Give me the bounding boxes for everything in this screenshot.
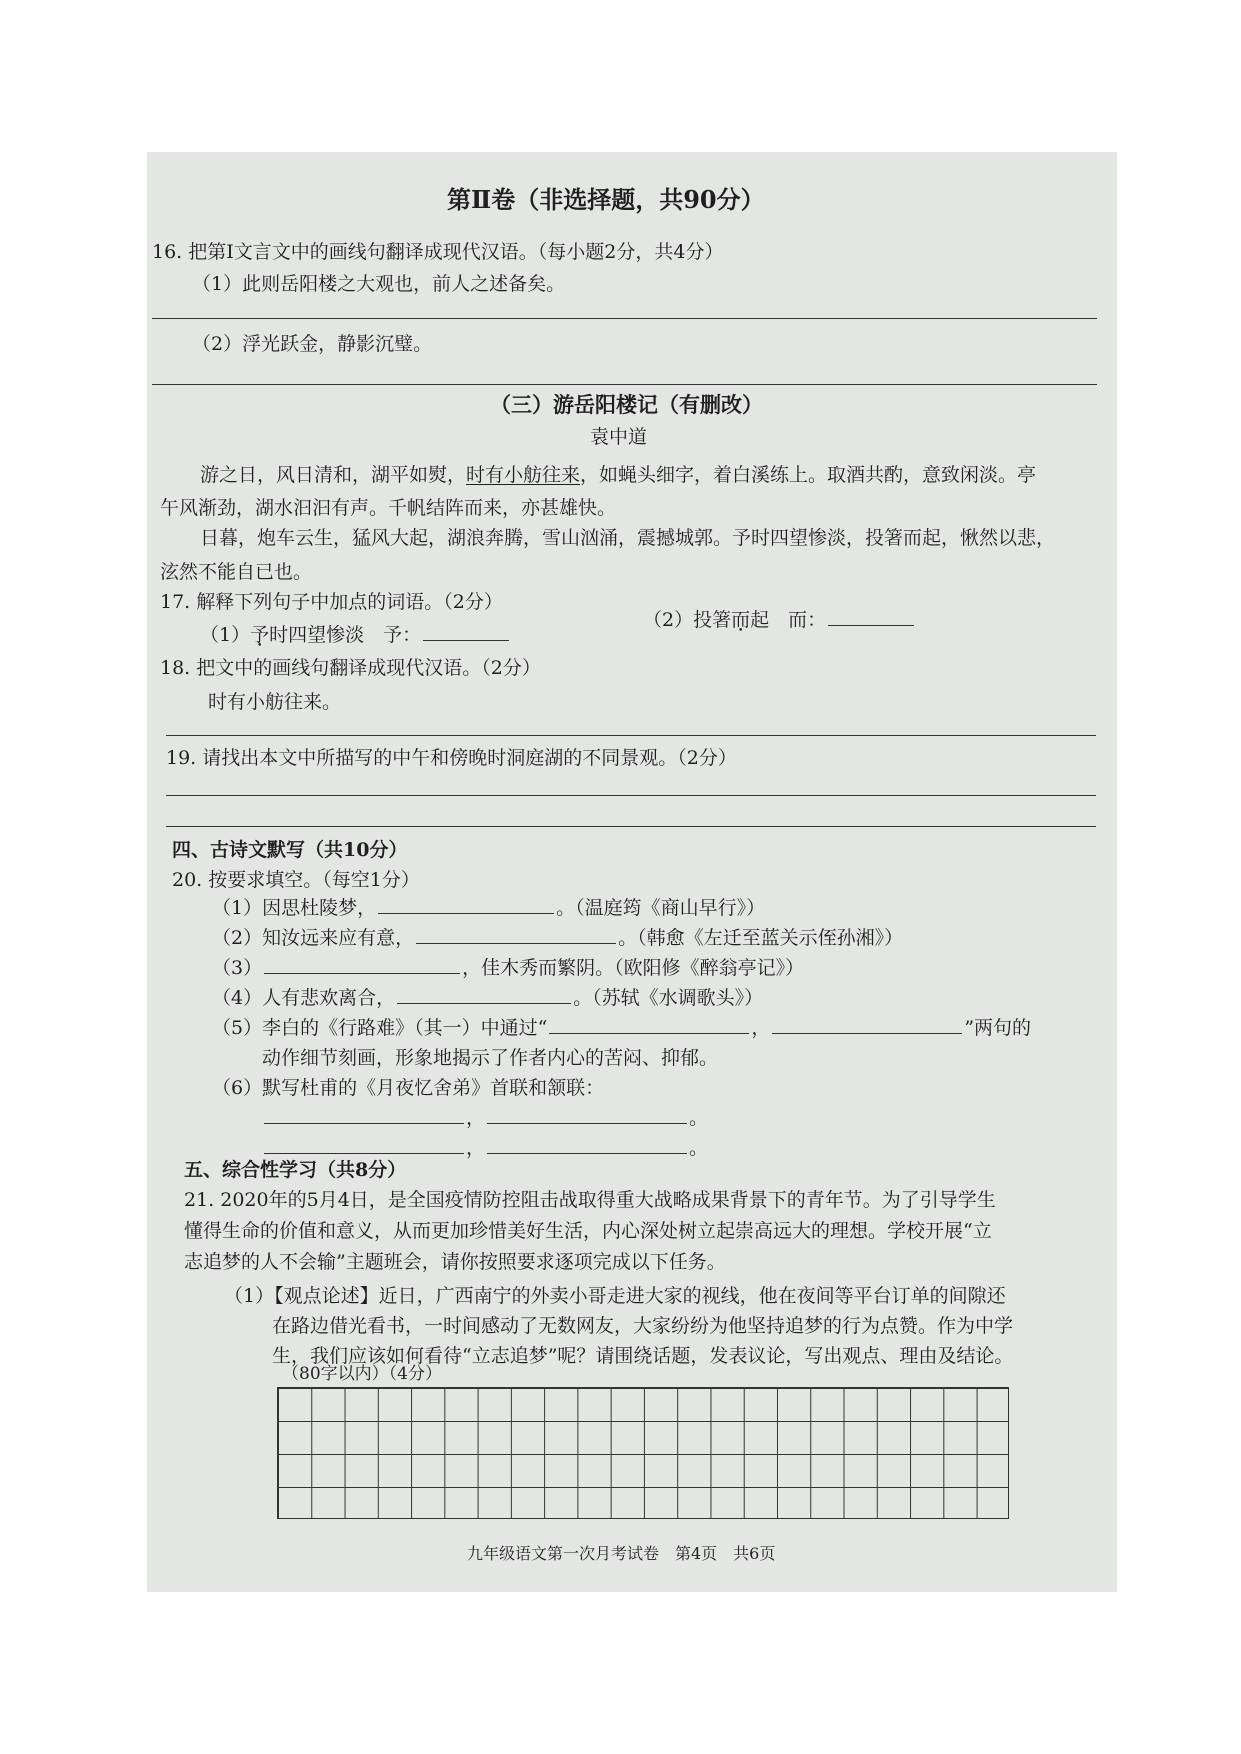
- q21-task-1-line-2: 在路边借光看书，一时间感动了无数网友，大家纷纷为他坚持追梦的行为点赞。作为中学: [272, 1315, 1014, 1337]
- q16-sentence-2: （2）浮光跃金，静影沉璧。: [192, 333, 433, 355]
- q18-stem: 18. 把文中的画线句翻译成现代汉语。（2分）: [160, 657, 541, 679]
- q17-stem: 17. 解释下列句子中加点的词语。（2分）: [160, 591, 503, 613]
- q19-stem: 19. 请找出本文中所描写的中午和傍晚时洞庭湖的不同景观。（2分）: [166, 747, 737, 769]
- passage-line-1: 游之日，风日清和，湖平如熨，时有小舫往来，如蝇头细字，着白溪练上。取酒共酌，意致闲淡。亭: [200, 464, 1037, 486]
- q18-sentence: 时有小舫往来。: [208, 691, 342, 713]
- q20-item-4: （4）人有悲欢离合， 。（苏轼《水调歌头》）: [212, 987, 764, 1009]
- q20-item-1: （1）因思杜陵梦， 。（温庭筠《商山早行》）: [212, 897, 766, 919]
- q20-item-5-cont: 动作细节刻画，形象地揭示了作者内心的苦闷、抑郁。: [262, 1047, 719, 1069]
- answer-line: [152, 318, 1097, 319]
- q20-item-6: （6）默写杜甫的《月夜忆舍弟》首联和颔联：: [212, 1077, 605, 1099]
- passage-line-4: 泫然不能自已也。: [160, 561, 313, 583]
- page-footer: 九年级语文第一次月考试卷 第4页 共6页: [467, 1544, 776, 1563]
- q21-task-1-line-3: 生，我们应该如何看待“立志追梦”呢？请围绕话题，发表议论，写出观点、理由及结论。: [272, 1345, 1014, 1367]
- q21-line-1: 21. 2020年的5月4日，是全国疫情防控阻击战取得重大战略成果背景下的青年节。为了引导学生: [184, 1189, 996, 1211]
- q20-item-6-line-2: ， 。: [262, 1136, 708, 1160]
- q21-line-3: 志追梦的人不会输”主题班会，请你按照要求逐项完成以下任务。: [184, 1251, 726, 1273]
- q16-sentence-1: （1）此则岳阳楼之大观也，前人之述备矣。: [192, 273, 566, 295]
- q20-item-3: （3） ，佳木秀而繁阴。（欧阳修《醉翁亭记》）: [212, 957, 805, 979]
- q17-item-2: （2）投箸而起 而：: [643, 608, 916, 632]
- answer-line: [166, 826, 1096, 827]
- q20-item-2: （2）知汝远来应有意， 。（韩愈《左迁至蓝关示侄孙湘》）: [212, 927, 904, 949]
- q20-item-5: （5）李白的《行路难》（其一）中通过“ ， ”两句的: [212, 1017, 1032, 1039]
- answer-line: [152, 384, 1097, 385]
- answer-grid[interactable]: [277, 1387, 1009, 1519]
- answer-line: [166, 735, 1096, 736]
- passage-line-2: 午风渐劲，湖水汩汩有声。千帆结阵而来，亦甚雄快。: [160, 497, 617, 519]
- section-title: 第Ⅱ卷（非选择题，共90分）: [447, 185, 765, 214]
- q16-stem: 16. 把第Ⅰ文言文中的画线句翻译成现代汉语。（每小题2分，共4分）: [152, 241, 724, 263]
- q17-item-1: （1）予时四望惨淡 予：: [200, 623, 511, 647]
- q20-item-6-line-1: ， 。: [262, 1106, 708, 1130]
- q21-task-1-line-1: （1）【观点论述】近日，广西南宁的外卖小哥走进大家的视线，他在夜间等平台订单的间隙还: [224, 1285, 1006, 1307]
- q21-task-1-word-limit: （80字以内）（4分）: [282, 1364, 442, 1384]
- section-5-heading: 五、综合性学习（共8分）: [184, 1159, 407, 1181]
- passage-line-3: 日暮，炮车云生，猛风大起，湖浪奔腾，雪山汹涌，震撼城郭。予时四望惨淡，投箸而起，愀然以悲，: [200, 527, 1056, 549]
- answer-line: [166, 795, 1096, 796]
- passage-author: 袁中道: [590, 426, 648, 448]
- q20-stem: 20. 按要求填空。（每空1分）: [172, 869, 420, 891]
- passage-title: （三）游岳阳楼记（有删改）: [490, 392, 763, 417]
- q21-line-2: 懂得生命的价值和意义，从而更加珍惜美好生活，内心深处树立起崇高远大的理想。学校开展“立: [184, 1220, 992, 1242]
- underlined-sentence: 时有小舫往来: [466, 464, 581, 486]
- section-4-heading: 四、古诗文默写（共10分）: [172, 839, 408, 861]
